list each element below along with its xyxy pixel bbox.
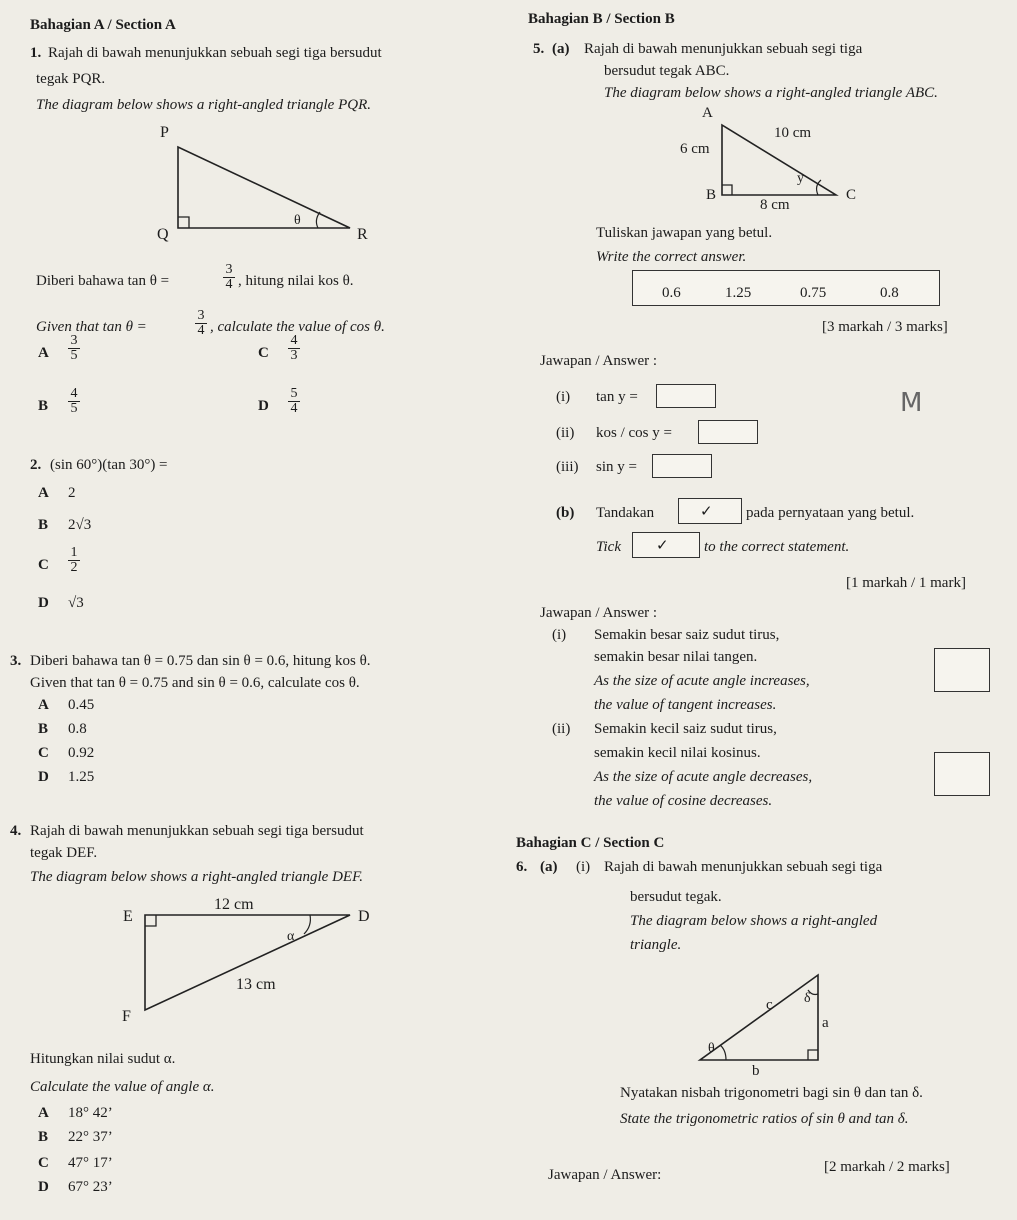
- answer-box-tan[interactable]: [656, 384, 716, 408]
- q2-opt-b-letter: B: [38, 517, 49, 533]
- triangle-q6: [700, 975, 818, 1060]
- q1-given-en-pre: Given that tan θ =: [36, 319, 147, 335]
- q2-opt-a: 2: [68, 485, 76, 501]
- q5-text-en: The diagram below shows a right-angled triangle ABC.: [604, 85, 938, 101]
- q6-text-ms: Rajah di bawah menunjukkan sebuah segi tiga: [604, 859, 883, 875]
- q1-text-ms: Rajah di bawah menunjukkan sebuah segi tiga bersudut: [48, 45, 382, 61]
- stmt-i-en2: the value of tangent increases.: [594, 697, 777, 713]
- label-c-side: c: [766, 997, 773, 1013]
- q1-given-en-frac: 3 4: [195, 309, 207, 338]
- label-theta-q1: θ: [294, 213, 301, 228]
- label-p: P: [160, 124, 169, 141]
- right-angle-q: [178, 217, 189, 228]
- tick-box-statement-2[interactable]: [934, 752, 990, 796]
- q5-ans-i-expr: tan y =: [596, 389, 638, 405]
- q5-tick-ms-pre: Tandakan: [596, 505, 655, 521]
- q4-opt-a: 18° 42’: [68, 1105, 113, 1121]
- q5-tick-ms-post: pada pernyataan yang betul.: [746, 505, 915, 521]
- q6-marks: [2 markah / 2 marks]: [824, 1159, 950, 1175]
- q4-opt-d-letter: D: [38, 1179, 49, 1195]
- q3-text-ms: Diberi bahawa tan θ = 0.75 dan sin θ = 0.6, hitung kos θ.: [30, 653, 371, 669]
- q5-tick-en-post: to the correct statement.: [704, 539, 850, 555]
- stmt-ii-en1: As the size of acute angle decreases,: [594, 769, 813, 785]
- q4-opt-a-letter: A: [38, 1105, 49, 1121]
- stmt-i-roman: (i): [552, 627, 567, 643]
- q2-opt-a-letter: A: [38, 485, 49, 501]
- q2-opt-c: 1 2: [68, 546, 80, 575]
- label-13cm: 13 cm: [236, 976, 276, 993]
- tick-sample-mark-en: ✓: [656, 536, 669, 554]
- q5-ans-iii-roman: (iii): [556, 459, 579, 475]
- q5-ans-iii-expr: sin y =: [596, 459, 637, 475]
- q2-opt-d-letter: D: [38, 595, 49, 611]
- q3-text-en: Given that tan θ = 0.75 and sin θ = 0.6, calculate cos θ.: [30, 675, 360, 691]
- label-e: E: [123, 908, 133, 925]
- right-angle-q6: [808, 1050, 818, 1060]
- q1-given-ms-pre: Diberi bahawa tan θ =: [36, 273, 170, 289]
- stmt-ii-ms1: Semakin kecil saiz sudut tirus,: [594, 721, 777, 737]
- q5-ans-i-roman: (i): [556, 389, 571, 405]
- label-10cm: 10 cm: [774, 125, 812, 141]
- q5-part-a: (a): [552, 41, 570, 57]
- q1-opt-a-letter: A: [38, 345, 49, 361]
- label-delta: δ: [804, 991, 811, 1006]
- angle-arc-d: [304, 915, 310, 934]
- q5-part-b: (b): [556, 505, 575, 521]
- label-a: A: [702, 105, 713, 121]
- label-8cm: 8 cm: [760, 197, 790, 213]
- q5-text-ms2: bersudut tegak ABC.: [604, 63, 730, 79]
- q6-answer-label: Jawapan / Answer:: [548, 1167, 662, 1183]
- q5-answer-label: Jawapan / Answer :: [540, 353, 658, 369]
- q4-text-ms: Rajah di bawah menunjukkan sebuah segi tiga bersudut: [30, 823, 364, 839]
- triangle-pqr: [178, 147, 350, 228]
- q1-number: 1.: [30, 45, 42, 61]
- q6-text-en: The diagram below shows a right-angled: [630, 913, 878, 929]
- q6-part: (a): [540, 859, 558, 875]
- choice-3: 0.8: [880, 285, 899, 301]
- label-b-side: b: [752, 1063, 760, 1079]
- answer-box-sin[interactable]: [652, 454, 712, 478]
- q4-opt-b: 22° 37’: [68, 1129, 113, 1145]
- q3-opt-c: 0.92: [68, 745, 95, 761]
- q3-opt-b: 0.8: [68, 721, 87, 737]
- q4-number: 4.: [10, 823, 22, 839]
- section-a-header: Bahagian A / Section A: [30, 17, 176, 33]
- q6-text-en2: triangle.: [630, 937, 682, 953]
- q3-opt-a: 0.45: [68, 697, 95, 713]
- q4-ask-ms: Hitungkan nilai sudut α.: [30, 1051, 176, 1067]
- stmt-ii-en2: the value of cosine decreases.: [594, 793, 773, 809]
- q3-opt-d: 1.25: [68, 769, 95, 785]
- q1-opt-b: 4 5: [68, 387, 80, 416]
- q1-given-en-post: , calculate the value of cos θ.: [210, 319, 385, 335]
- q5-answer-label-b: Jawapan / Answer :: [540, 605, 658, 621]
- q3-opt-c-letter: C: [38, 745, 49, 761]
- margin-mark: M: [900, 388, 923, 418]
- q4-text-ms2: tegak DEF.: [30, 845, 98, 861]
- q1-opt-d-letter: D: [258, 398, 269, 414]
- label-b: B: [706, 187, 717, 203]
- label-d: D: [358, 908, 370, 925]
- section-b-header: Bahagian B / Section B: [528, 11, 675, 27]
- q6-number: 6.: [516, 859, 528, 875]
- q4-ask-en: Calculate the value of angle α.: [30, 1079, 215, 1095]
- q5-marks: [3 markah / 3 marks]: [822, 319, 948, 335]
- q4-opt-c: 47° 17’: [68, 1155, 113, 1171]
- label-y: y: [797, 171, 804, 186]
- q2-opt-b: 2√3: [68, 517, 92, 533]
- q5-ans-ii-roman: (ii): [556, 425, 575, 441]
- section-c-header: Bahagian C / Section C: [516, 835, 665, 851]
- label-a-side: a: [822, 1015, 829, 1031]
- q2-opt-c-letter: C: [38, 557, 49, 573]
- answer-box-cos[interactable]: [698, 420, 758, 444]
- q2-text: (sin 60°)(tan 30°) =: [50, 457, 168, 473]
- stmt-i-en1: As the size of acute angle increases,: [594, 673, 810, 689]
- q5-instr-ms: Tuliskan jawapan yang betul.: [596, 225, 773, 241]
- label-alpha: α: [287, 929, 295, 944]
- q1-given-frac: 3 4: [223, 263, 235, 292]
- choice-0: 0.6: [662, 285, 681, 301]
- q4-text-en: The diagram below shows a right-angled triangle DEF.: [30, 869, 364, 885]
- q6-state-ms: Nyatakan nisbah trigonometri bagi sin θ dan tan δ.: [620, 1085, 923, 1101]
- q3-opt-a-letter: A: [38, 697, 49, 713]
- q4-opt-c-letter: C: [38, 1155, 49, 1171]
- q1-text-ms2: tegak PQR.: [36, 71, 106, 87]
- right-angle-b: [722, 185, 732, 195]
- q3-opt-b-letter: B: [38, 721, 49, 737]
- q5-number: 5.: [533, 41, 545, 57]
- triangle-def: [145, 915, 350, 1010]
- q3-opt-d-letter: D: [38, 769, 49, 785]
- angle-arc-theta: [720, 1045, 726, 1060]
- q5-instr-en: Write the correct answer.: [596, 249, 747, 265]
- q4-opt-b-letter: B: [38, 1129, 49, 1145]
- label-theta-q6: θ: [708, 1041, 715, 1056]
- q6-state-en: State the trigonometric ratios of sin θ and tan δ.: [620, 1111, 909, 1127]
- q1-opt-c-letter: C: [258, 345, 269, 361]
- stmt-ii-ms2: semakin kecil nilai kosinus.: [594, 745, 761, 761]
- q2-number: 2.: [30, 457, 42, 473]
- choice-1: 1.25: [725, 285, 752, 301]
- stmt-i-ms1: Semakin besar saiz sudut tirus,: [594, 627, 780, 643]
- q5-tick-en-pre: Tick: [596, 539, 621, 555]
- q2-opt-d: √3: [68, 595, 84, 611]
- label-f: F: [122, 1008, 131, 1025]
- q5-text-ms: Rajah di bawah menunjukkan sebuah segi tiga: [584, 41, 863, 57]
- stmt-i-ms2: semakin besar nilai tangen.: [594, 649, 758, 665]
- q1-opt-b-letter: B: [38, 398, 49, 414]
- label-r: R: [357, 226, 368, 243]
- q1-opt-a: 3 5: [68, 334, 80, 363]
- tick-box-statement-1[interactable]: [934, 648, 990, 692]
- q1-text-en: The diagram below shows a right-angled triangle PQR.: [36, 97, 371, 113]
- label-12cm: 12 cm: [214, 896, 254, 913]
- choice-2: 0.75: [800, 285, 827, 301]
- q4-opt-d: 67° 23’: [68, 1179, 113, 1195]
- q1-opt-d: 5 4: [288, 387, 300, 416]
- q3-number: 3.: [10, 653, 22, 669]
- label-6cm: 6 cm: [680, 141, 710, 157]
- q1-given-ms-post: , hitung nilai kos θ.: [238, 273, 354, 289]
- q6-sub: (i): [576, 859, 591, 875]
- tick-sample-mark: ✓: [700, 502, 713, 520]
- q5-marks-b: [1 markah / 1 mark]: [846, 575, 966, 591]
- label-c: C: [846, 187, 857, 203]
- right-angle-e: [145, 915, 156, 926]
- q5-ans-ii-expr: kos / cos y =: [596, 425, 672, 441]
- q6-text-ms2: bersudut tegak.: [630, 889, 722, 905]
- stmt-ii-roman: (ii): [552, 721, 571, 737]
- q1-opt-c: 4 3: [288, 334, 300, 363]
- label-q: Q: [157, 226, 169, 243]
- angle-arc-c: [817, 180, 821, 195]
